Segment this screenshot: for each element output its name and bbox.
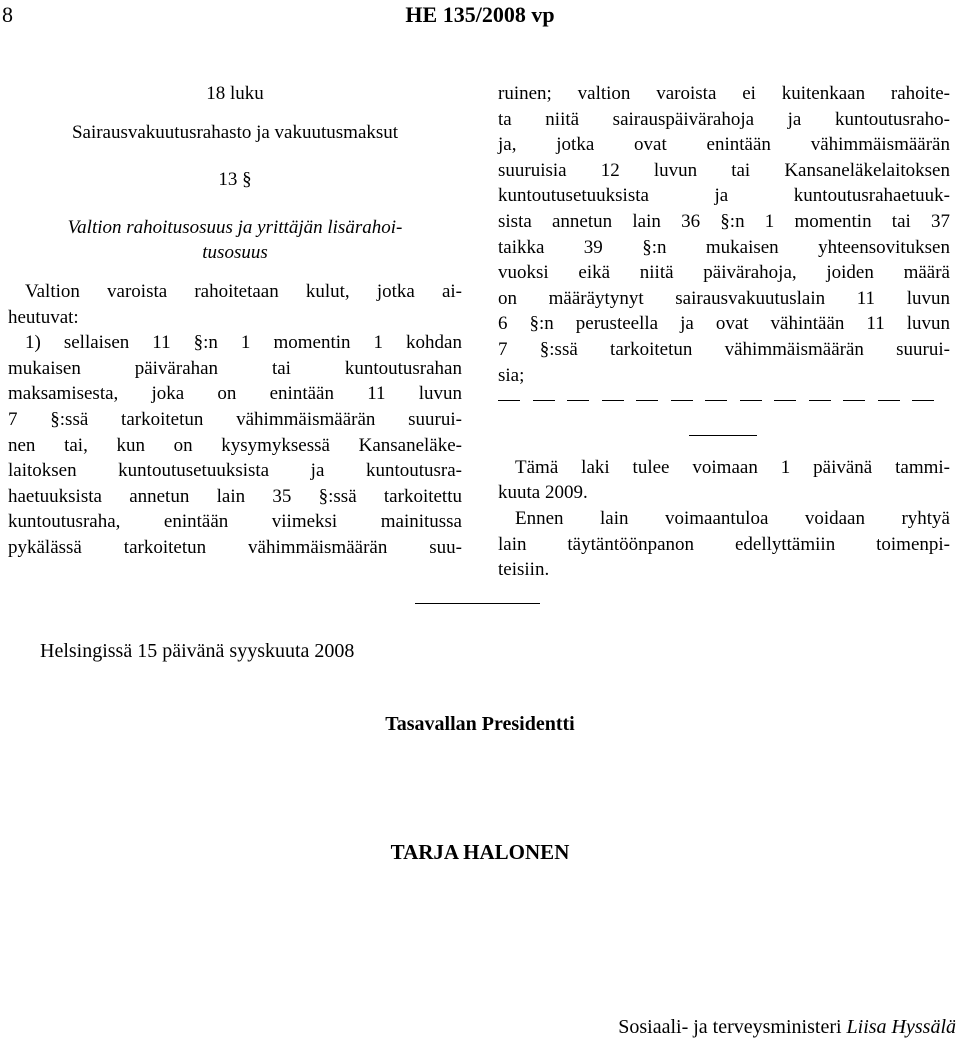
body-line: 6 §:n perusteella ja ovat vähintään 11 luvun: [498, 313, 950, 335]
separator-rule: [689, 435, 757, 436]
end-rule: [415, 603, 540, 604]
body-line: ruinen; valtion varoista ei kuitenkaan rahoite-: [498, 83, 950, 104]
body-line: taikka 39 §:n mukaisen yhteensovituksen: [498, 236, 950, 258]
page-number: 8: [2, 2, 13, 27]
section-body: [8, 279, 462, 561]
body-line: sia;: [498, 364, 525, 386]
body-line: 7 §:ssä tarkoitetun vähimmäismäärän suurui-: [498, 338, 950, 360]
body-line: 7 §:ssä tarkoitetun vähimmäismäärän suurui-: [8, 408, 462, 430]
body-line: kuuta 2009.: [498, 482, 588, 504]
right-column: [498, 81, 950, 583]
body-line: nen tai, kun on kysymyksessä Kansaneläke-: [8, 434, 462, 456]
body-line: teisiin.: [498, 559, 550, 581]
implementation-clause: [498, 506, 950, 583]
minister-title: Sosiaali- ja terveysministeri: [618, 1016, 842, 1038]
body-line: pykälässä tarkoitetun vähimmäismäärän suu-: [8, 536, 462, 558]
dash-mark: [567, 400, 589, 401]
chapter-heading: 18 luku: [206, 83, 264, 104]
body-line: suuruisia 12 luvun tai Kansaneläkelaitoksen: [498, 159, 950, 181]
body-line: ja, jotka ovat enintään vähimmäismäärän: [498, 134, 950, 156]
dash-mark: [602, 400, 624, 401]
body-line: Tämä laki tulee voimaan 1 päivänä tammi-: [515, 456, 950, 478]
section-title: [8, 215, 462, 266]
body-line: mukaisen päivärahan tai kuntoutusrahan: [8, 357, 462, 379]
body-line: ta niitä sairauspäivärahoja ja kuntoutusraho-: [498, 108, 950, 130]
section-number: 13 §: [218, 169, 252, 191]
body-line: maksamisesta, joka on enintään 11 luvun: [8, 383, 462, 405]
dash-mark: [498, 400, 520, 401]
body-line: haetuuksista annetun lain 35 §:ssä tarkoitettu: [8, 485, 462, 507]
body-line: sista annetun lain 36 §:n 1 momentin tai 37: [498, 210, 950, 232]
short-separator: [498, 414, 950, 449]
body-line: lain täytäntöönpanon edellyttämiin toimenpi-: [498, 533, 950, 555]
dash-mark: [671, 400, 693, 401]
body-line: heutuvat:: [8, 306, 79, 328]
omission-dashes: [498, 388, 934, 414]
dash-mark: [878, 400, 900, 401]
body-line: on määräytynyt sairausvakuutuslain 11 luvun: [498, 287, 950, 309]
minister-name: Liisa Hyssälä: [846, 1016, 956, 1038]
body-line: laitoksen kuntoutusetuuksista ja kuntoutusra-: [8, 460, 462, 482]
body-line: vuoksi eikä niitä päivärahoja, joiden määrä: [498, 262, 950, 284]
section-title-line: Valtion rahoitusosuus ja yrittäjän lisärahoi-: [67, 216, 403, 238]
left-column: [8, 81, 462, 561]
dash-mark: [740, 400, 762, 401]
president-title: Tasavallan Presidentti: [385, 713, 575, 735]
chapter-title: Sairausvakuutusrahasto ja vakuutusmaksut: [71, 121, 399, 143]
place-and-date: Helsingissä 15 päivänä syyskuuta 2008: [40, 640, 355, 662]
minister-signature: [618, 1016, 956, 1039]
body-line: Valtion varoista rahoitetaan kulut, jotka ai-: [25, 280, 462, 302]
president-name: TARJA HALONEN: [390, 840, 570, 864]
body-line: kuntoutusetuuksista ja kuntoutusrahaetuuk-: [498, 185, 950, 207]
dash-mark: [636, 400, 658, 401]
dash-mark: [533, 400, 555, 401]
body-line: 1) sellaisen 11 §:n 1 momentin 1 kohdan: [25, 332, 462, 354]
enactment-clause: [498, 455, 950, 506]
document-header: HE 135/2008 vp: [405, 2, 555, 27]
body-line: Ennen lain voimaantuloa voidaan ryhtyä: [515, 507, 950, 529]
dash-mark: [912, 400, 934, 401]
dash-mark: [809, 400, 831, 401]
section-title-line: tusosuus: [202, 242, 268, 264]
dash-mark: [774, 400, 796, 401]
dash-mark: [843, 400, 865, 401]
dash-mark: [705, 400, 727, 401]
body-line: kuntoutusraha, enintään viimeksi mainitussa: [8, 511, 462, 533]
